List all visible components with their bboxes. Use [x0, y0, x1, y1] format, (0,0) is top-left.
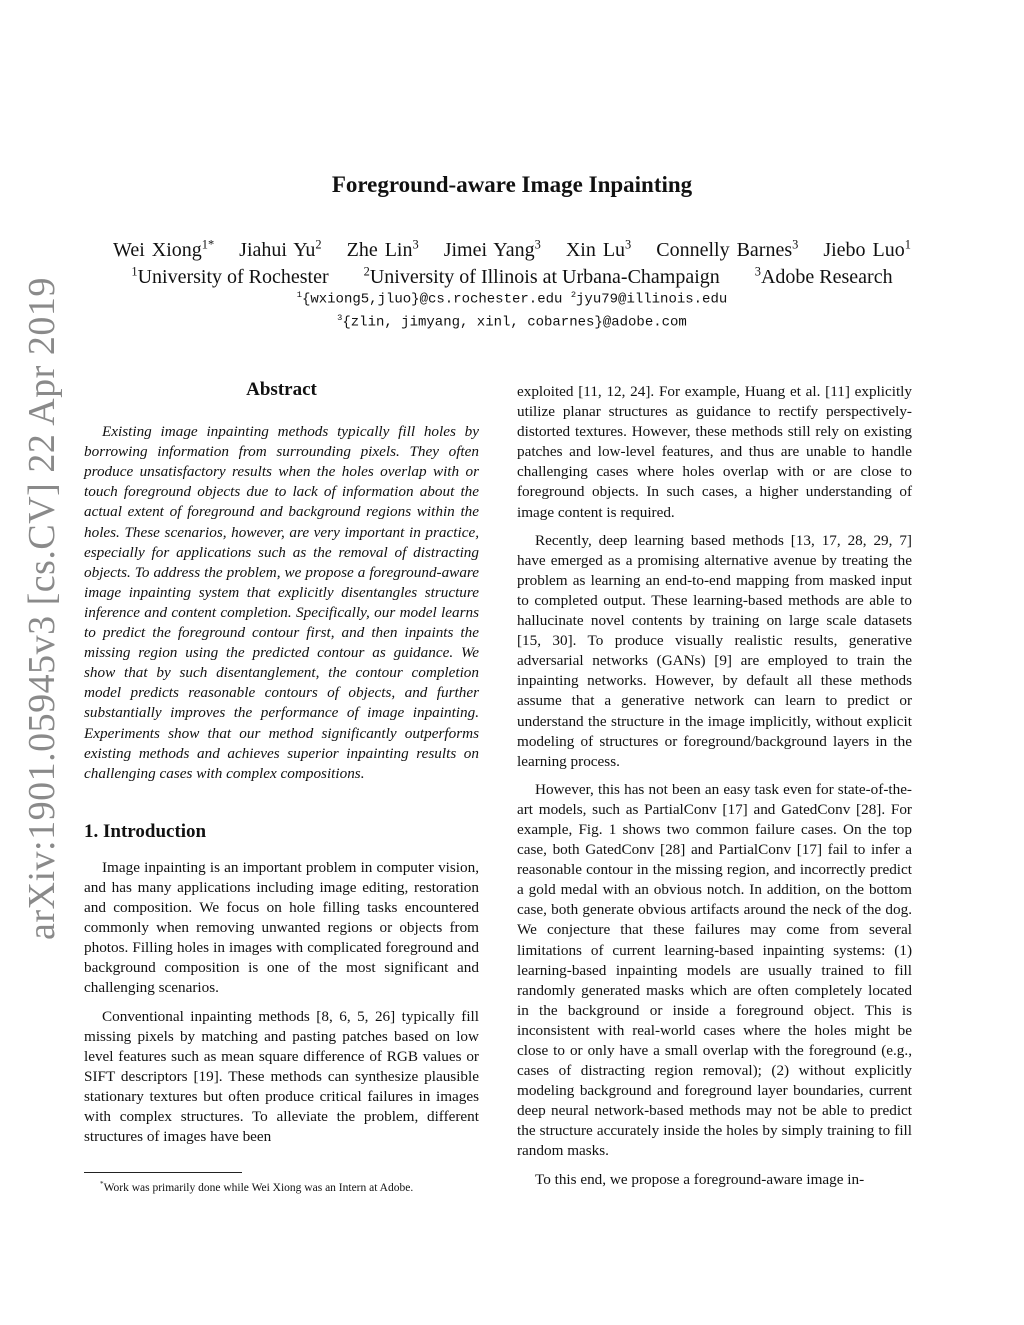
email-sup: 3 [337, 313, 343, 323]
affiliation-name: University of Illinois at Urbana-Champaign [369, 265, 720, 288]
author [566, 239, 631, 261]
email-sup: 2 [570, 290, 577, 300]
affiliation-list [0, 264, 1024, 289]
email-line-2 [0, 313, 1024, 331]
email-sup: 1 [296, 290, 302, 300]
right-paragraph-2: Recently, deep learning based methods [13, 17, 28, 29, 7] have emerged as a promising alternative avenue by treating the problem as learning an end-to-end mapping from masked input to completed output. These learning-based methods are able to hallucinate novel contents by training on large scale datasets [15, 30]. To produce visually realistic results, generative adversarial networks (GANs) [9] are employed to train the inpainting networks. However, by default all these methods assume that a generative network can learn to predict or understand the structure in the image implicitly, without explicit modeling of structures or foreground/background layers in the learning process. [517, 531, 912, 770]
affiliation-name: Adobe Research [760, 265, 893, 288]
footnote-mark: * [100, 1180, 104, 1188]
author-sup: 1* [201, 237, 215, 251]
footnote-text: Work was primarily done while Wei Xiong was an Intern at Adobe. [103, 1181, 414, 1194]
intro-paragraph-1: Image inpainting is an important problem in computer vision, and has many applications including image editing, restoration and composition. We focus on hole filling tasks encountered commonly when removing unwanted regions or objects from photos. Filling holes in images with complicated foreground and background composition is one of the most significant and challenging scenarios. [84, 858, 479, 997]
author-name: Jiebo Luo [823, 238, 905, 261]
abstract-text: Existing image inpainting methods typically fill holes by borrowing information from surrounding pixels. They often produce unsatisfactory results when the holes overlap with or touch foreground objects due to lack of information about the actual extent of foreground and background regions within the holes. These scenarios, however, are very important in practice, especially for applications such as the removal of distracting objects. To address the problem, we propose a foreground-aware image inpainting system that explicitly disentangles structure inference and content completion. Specifically, our model learns to predict the foreground contour first, and then inpaints the missing region using the predicted contour as guidance. We show that by such disentanglement, the contour completion model predicts reasonable contours of objects, and further substantially improves the performance of image inpainting. Experiments show that our method significantly outperforms existing methods and achieves superior inpainting results on challenging cases with complex compositions. [84, 423, 479, 782]
email-rochester: {wxiong5,jluo}@cs.rochester.edu [301, 291, 563, 308]
author-sup: 2 [315, 237, 322, 251]
affiliation [755, 266, 893, 288]
right-paragraph-3: However, this has not been an easy task even for state-of-the-art models, such as PartialConv [17] and GatedConv [28]. For example, Fig. 1 shows two common failure cases. On the top case, both GatedConv [28] and PartialConv [17] fail to infer a reasonable contour in the missing region, and incorrectly predict a gold medal with an obvious notch. In addition, on the bottom case, both generate obvious artifacts around the neck of the dog. We conjecture that these failures may come from several limitations of current learning-based inpainting systems: (1) learning-based inpainting models are usually trained to fill randomly generated masks which are often completely located in the background or inside a foreground object. This is inconsistent with real-world cases where the holes might be close to or only have a small overlap with the foreground (e.g., cases of distracting region removal); (2) without explicitly modeling background and foreground layer boundaries, current deep neural network-based methods may not be able to predict the structure accurately inside the holes by simply training to fill random masks. [517, 780, 912, 1160]
author-name: Jiahui Yu [239, 238, 316, 261]
author-name: Xin Lu [565, 238, 626, 261]
abstract-heading: Abstract [246, 379, 317, 400]
right-paragraph-1: exploited [11, 12, 24]. For example, Huang et al. [11] explicitly utilize planar structures as guidance to rectify perspectively-distorted textures. However, these methods still rely on existing patches and low-level features, and thus are unable to handle challenging cases where holes overlap with or are close to foreground objects. In such cases, a higher understanding of image content is required. [517, 383, 912, 521]
author-sup: 3 [412, 237, 419, 251]
affiliation-sup: 2 [363, 264, 370, 278]
footnote-rule [84, 1172, 242, 1173]
author [656, 239, 798, 261]
author-sup: 3 [625, 237, 632, 251]
email-line-1 [0, 290, 1024, 308]
affiliation-sup: 1 [131, 264, 138, 278]
right-paragraph-4: To this end, we propose a foreground-aware image in- [535, 1170, 865, 1188]
author [239, 239, 321, 261]
author-name: Jimei Yang [443, 238, 535, 261]
author-list [0, 237, 1024, 262]
author [823, 239, 911, 261]
author-name: Wei Xiong [113, 238, 202, 261]
affiliation-name: University of Rochester [137, 265, 329, 288]
affiliation [131, 266, 328, 288]
paper-title: Foreground-aware Image Inpainting [331, 172, 693, 197]
right-column [517, 382, 912, 1198]
affiliation-sup: 3 [754, 264, 761, 278]
author-name: Connelly Barnes [656, 238, 793, 261]
author [113, 239, 214, 261]
author-sup: 3 [792, 237, 799, 251]
footnote [100, 1180, 413, 1194]
introduction-heading: 1. Introduction [84, 820, 207, 842]
author-sup: 1 [904, 237, 911, 251]
author-sup: 3 [534, 237, 541, 251]
email-adobe: {zlin, jimyang, xinl, cobarnes}@adobe.com [342, 314, 687, 331]
author [444, 239, 541, 261]
author-name: Zhe Lin [346, 238, 413, 261]
intro-paragraph-2: Conventional inpainting methods [8, 6, 5, 26] typically fill missing pixels by matching and pasting patches based on low level features such as mean square difference of RGB values or SIFT descriptors [19]. These methods can synthesize plausible stationary textures but often produce critical failures in images with complex structures. To alleviate the problem, different structures of images have been [84, 1007, 479, 1146]
author [347, 239, 419, 261]
email-illinois: jyu79@illinois.edu [576, 291, 728, 308]
arxiv-stamp: arXiv:1901.05945v3 [cs.CV] 22 Apr 2019 [21, 277, 63, 940]
left-column [84, 380, 479, 1155]
affiliation [364, 266, 720, 288]
